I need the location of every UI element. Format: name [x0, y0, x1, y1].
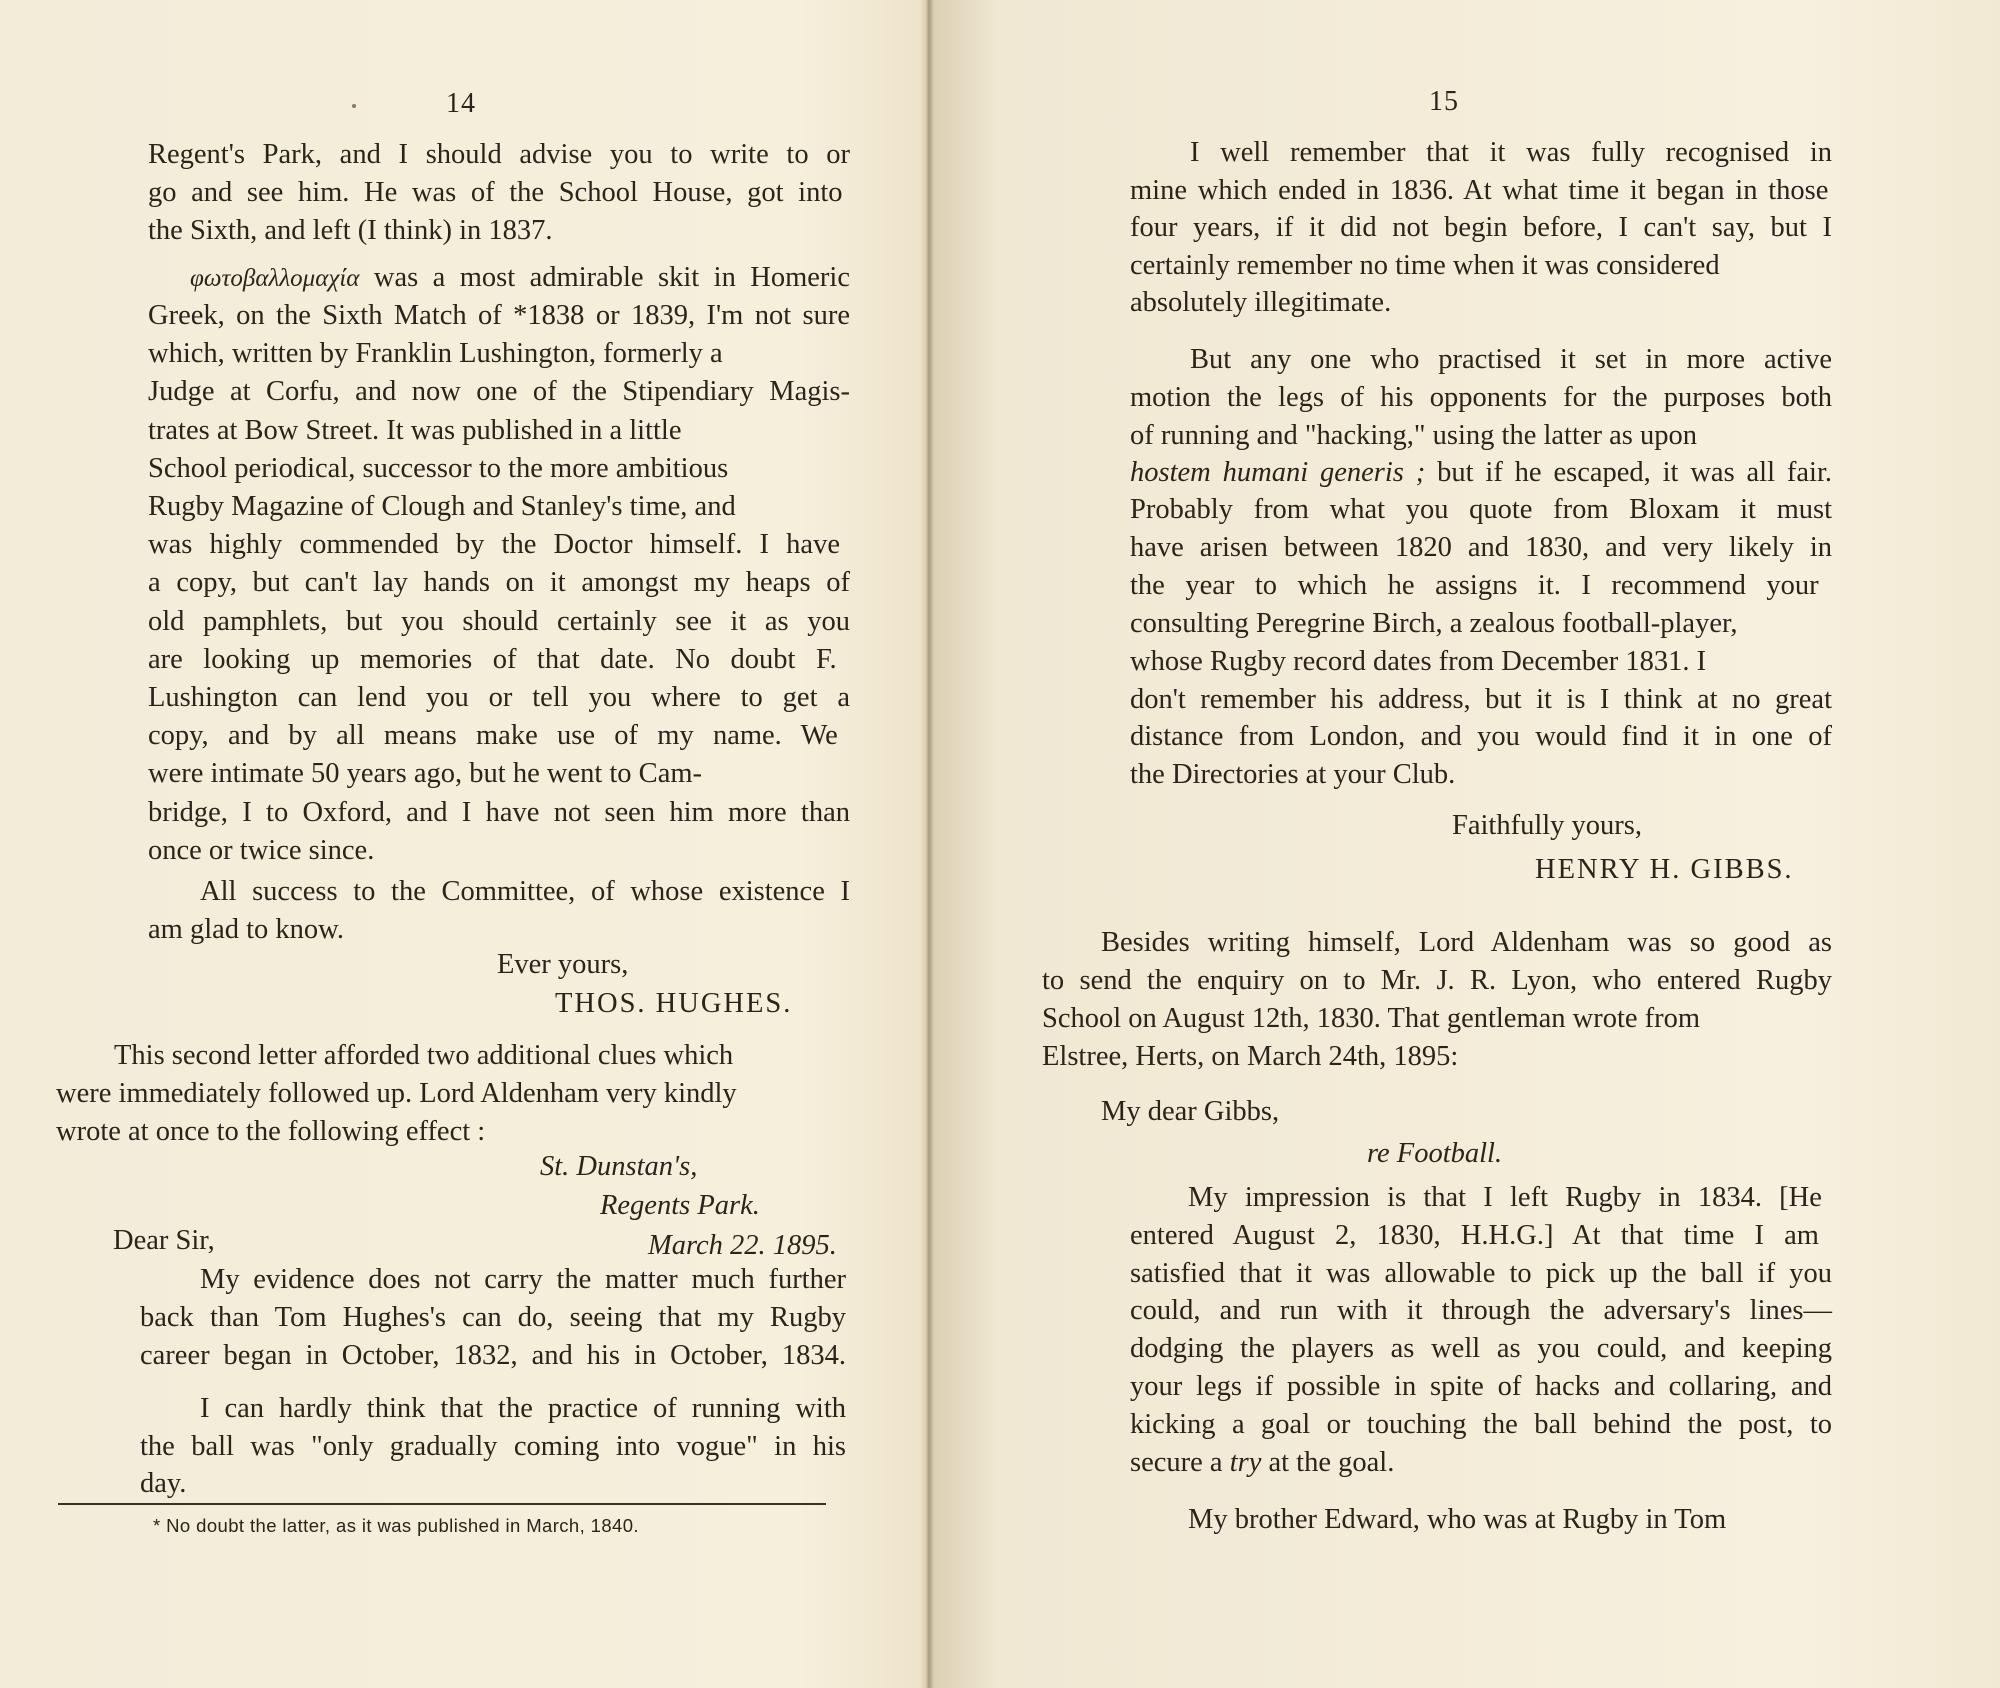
text-run: career began in October, 1832, and his in October, 1834. [140, 1340, 846, 1371]
text-line [148, 835, 374, 867]
letter-signature: THOS. HUGHES. [555, 988, 793, 1019]
text-run: My impression is that I left Rugby in 1834. [He [1188, 1182, 1822, 1213]
text-line [1130, 1258, 1832, 1290]
text-run: the ball was "only gradually coming into vogue" in his [140, 1430, 846, 1462]
text-run: All success to the Committee, of whose existence I [200, 876, 850, 907]
text-line [1042, 1003, 1700, 1035]
text-run: were immediately followed up. Lord Aldenham very kindly [56, 1078, 737, 1109]
text-run: but if he escaped, it was all fair. [1425, 457, 1832, 488]
text-line [1130, 175, 1828, 207]
text-line [1130, 532, 1832, 564]
text-line [190, 262, 850, 294]
text-run: old pamphlets, but you should certainly see it as you [148, 605, 850, 637]
text-line [1188, 1504, 1726, 1536]
text-line [1130, 759, 1455, 791]
letter-salutation: My dear Gibbs, [1101, 1096, 1280, 1127]
text-run: secure a [1130, 1447, 1230, 1478]
text-run: satisfied that it was allowable to pick up the ball if you [1130, 1257, 1832, 1289]
text-run: distance from London, and you would find it in one of [1130, 721, 1832, 753]
text-run: don't remember his address, but it is I think at no great [1130, 683, 1832, 715]
letter-address: Regents Park. [600, 1190, 760, 1221]
text-run: could, and run with it through the adversary's lines— [1130, 1295, 1832, 1327]
text-line [1130, 494, 1832, 526]
letter-signature: HENRY H. GIBBS. [1535, 854, 1794, 885]
text-run: Greek, on the Sixth Match of *1838 or 1839, I'm not sure [148, 300, 850, 331]
footnote: * No doubt the latter, as it was published in March, 1840. [153, 1515, 639, 1536]
letter-closing: Ever yours, [497, 949, 629, 980]
text-run: whose Rugby record dates from December 1831. I [1130, 645, 1707, 677]
text-line [1130, 570, 1819, 602]
text-line [1130, 457, 1832, 489]
text-run: am glad to know. [148, 913, 345, 945]
text-line [1130, 1295, 1832, 1327]
text-run: which, written by Franklin Lushington, formerly a [148, 338, 723, 370]
text-line [148, 644, 837, 676]
letter-address: St. Dunstan's, [540, 1151, 698, 1182]
text-run: certainly remember no time when it was considered [1130, 249, 1720, 281]
text-line [140, 1302, 846, 1334]
text-line [148, 215, 552, 247]
text-line [1188, 1182, 1822, 1214]
text-run: Elstree, Herts, on March 24th, 1895: [1042, 1041, 1459, 1072]
text-line [1130, 1371, 1832, 1403]
page-number: 15 [1429, 86, 1459, 117]
text-line [1042, 965, 1832, 997]
letter-closing: Faithfully yours, [1452, 810, 1642, 841]
text-line [148, 415, 681, 447]
left-page [0, 0, 930, 1688]
text-line [1130, 250, 1720, 282]
text-run: have arisen between 1820 and 1830, and very likely in [1130, 531, 1832, 563]
text-run: day. [140, 1468, 187, 1499]
text-line [1130, 420, 1697, 452]
text-line [56, 1078, 737, 1110]
text-run: School on August 12th, 1830. That gentleman wrote from [1042, 1003, 1701, 1034]
text-run: copy, and by all means make use of my name. We [148, 720, 838, 752]
letter-date: March 22. 1895. [648, 1230, 837, 1261]
text-line [1130, 1409, 1832, 1441]
text-line [200, 876, 850, 908]
text-run: But any one who practised it set in more active [1190, 344, 1832, 375]
text-line [1130, 1220, 1819, 1252]
text-run: a copy, but can't lay hands on it amongst my heaps of [148, 567, 850, 599]
text-line [1130, 287, 1391, 319]
text-line [148, 338, 723, 370]
text-line [148, 300, 850, 332]
text-run: of running and "hacking," using the latter as upon [1130, 419, 1698, 451]
text-run: your legs if possible in spite of hacks and collaring, and [1130, 1371, 1832, 1402]
text-run: My brother Edward, who was at Rugby in Tom [1188, 1504, 1727, 1535]
page-number: 14 [446, 88, 476, 119]
text-run: back than Tom Hughes's can do, seeing that my Rugby [140, 1302, 846, 1333]
text-run: the Directories at your Club. [1130, 759, 1456, 791]
italic-word: try [1229, 1447, 1262, 1478]
text-line [56, 1116, 485, 1148]
text-run: Judge at Corfu, and now one of the Stipendiary Magis- [148, 376, 850, 408]
text-run: Rugby Magazine of Clough and Stanley's time, and [148, 491, 736, 522]
text-line [148, 177, 843, 209]
text-line [1130, 646, 1706, 678]
text-run: go and see him. He was of the School House, got into [148, 176, 843, 208]
text-run: are looking up memories of that date. No doubt F. [148, 643, 837, 675]
text-line [148, 376, 850, 408]
text-line [1130, 684, 1832, 716]
text-run: wrote at once to the following effect : [56, 1116, 486, 1147]
text-line [148, 797, 850, 829]
text-run: trates at Bow Street. It was published in a little [148, 414, 682, 446]
text-run: Lushington can lend you or tell you where to get a [148, 682, 850, 713]
text-run: absolutely illegitimate. [1130, 287, 1392, 318]
footnote-rule [58, 1503, 826, 1505]
text-line [1190, 137, 1832, 169]
text-line [148, 914, 344, 946]
text-line [148, 682, 850, 714]
text-line [140, 1468, 186, 1500]
text-run: School periodical, successor to the more ambitious [148, 452, 729, 484]
text-run: dodging the players as well as you could, and keeping [1130, 1333, 1832, 1365]
text-line [148, 720, 838, 752]
text-run: This second letter afforded two additional clues which [114, 1040, 734, 1071]
text-line [148, 453, 728, 485]
text-line [148, 758, 702, 790]
stray-mark [352, 104, 356, 108]
text-run: bridge, I to Oxford, and I have not seen him more than [148, 796, 850, 828]
text-run: was a most admirable skit in Homeric [359, 262, 850, 293]
text-line [1190, 344, 1832, 376]
text-line [148, 139, 850, 171]
text-run: My evidence does not carry the matter much further [200, 1264, 846, 1295]
text-run: was highly commended by the Doctor himself. I have [148, 529, 840, 561]
text-run: consulting Peregrine Birch, a zealous football-player, [1130, 607, 1738, 639]
text-run: motion the legs of his opponents for the purposes both [1130, 381, 1832, 413]
text-run: I well remember that it was fully recognised in [1190, 137, 1832, 168]
text-run: the year to which he assigns it. I recommend your [1130, 569, 1819, 601]
greek-word: φωτοβαλλομαχία [190, 265, 360, 292]
text-run: four years, if it did not begin before, I can't say, but I [1130, 212, 1832, 243]
text-run: to send the enquiry on to Mr. J. R. Lyon, who entered Rugby [1042, 965, 1832, 996]
text-line [1130, 1447, 1394, 1479]
text-run: mine which ended in 1836. At what time it began in those [1130, 174, 1829, 206]
text-line [1130, 382, 1832, 414]
text-line [148, 529, 840, 561]
text-line [1101, 927, 1832, 959]
text-line [1130, 1333, 1832, 1365]
text-line [140, 1340, 846, 1372]
text-line [140, 1431, 846, 1463]
text-line [1130, 608, 1737, 640]
text-run: Regent's Park, and I should advise you to write to or [148, 139, 850, 170]
text-line [114, 1040, 733, 1072]
text-run: at the goal. [1261, 1447, 1395, 1478]
text-run: I can hardly think that the practice of running with [200, 1393, 846, 1424]
text-line [1042, 1041, 1458, 1073]
text-line [148, 606, 850, 638]
letter-salutation: Dear Sir, [113, 1225, 215, 1256]
text-run: entered August 2, 1830, H.H.G.] At that time I am [1130, 1219, 1819, 1251]
text-line [148, 491, 736, 523]
text-line [1130, 212, 1832, 244]
text-run: the Sixth, and left (I think) in 1837. [148, 214, 553, 246]
text-run: kicking a goal or touching the ball behind the post, to [1130, 1408, 1832, 1440]
right-page [935, 0, 2000, 1688]
latin-phrase: hostem humani generis ; [1130, 457, 1426, 488]
text-run: Probably from what you quote from Bloxam it must [1130, 494, 1832, 525]
text-line [1130, 721, 1832, 753]
text-run: were intimate 50 years ago, but he went to Cam- [148, 758, 702, 790]
text-run: Besides writing himself, Lord Aldenham was so good as [1101, 927, 1832, 958]
text-line [200, 1264, 846, 1296]
text-run: once or twice since. [148, 834, 375, 866]
letter-subject: re Football. [1367, 1138, 1503, 1169]
text-line [200, 1393, 846, 1425]
text-line [148, 567, 850, 599]
